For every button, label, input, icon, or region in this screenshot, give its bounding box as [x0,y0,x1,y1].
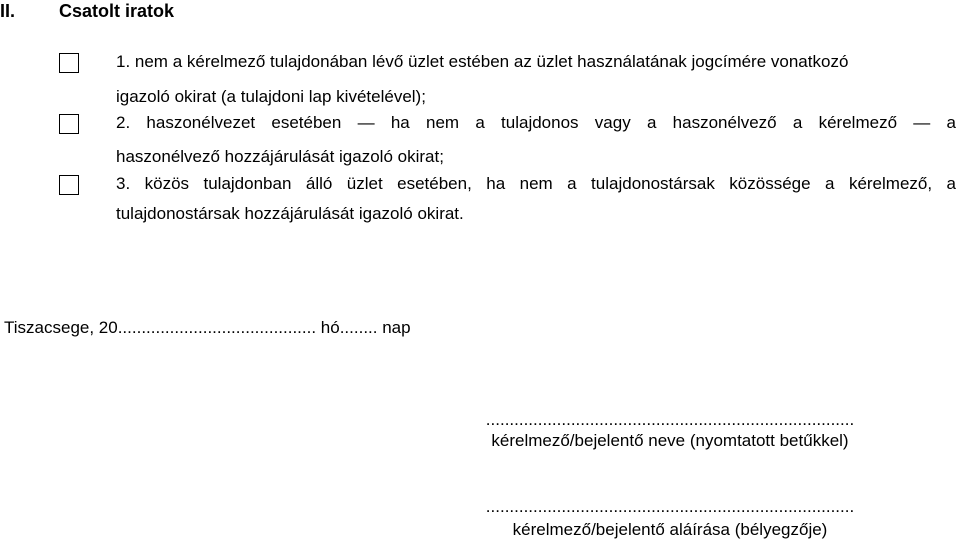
item-1-line-2: igazoló okirat (a tulajdoni lap kivételével); [116,87,426,106]
checkbox-item-2[interactable] [59,114,79,134]
signature-label: kérelmező/bejelentő aláírása (bélyegzője) [512,520,828,539]
name-label: kérelmező/bejelentő neve (nyomtatott betűkkel) [491,431,849,450]
checkbox-item-3[interactable] [59,175,79,195]
item-2-line-1: 2. haszonélvezet esetében — ha nem a tulajdonos vagy a haszonélvező a kérelmező — a [116,113,956,132]
item-1-line-1: 1. nem a kérelmező tulajdonában lévő üzlet estében az üzlet használatának jogcímére vonatkozó [116,52,849,71]
item-2-line-2: haszonélvező hozzájárulását igazoló okirat; [116,147,444,166]
date-line: Tiszacsege, 20.......................................... hó........ nap [4,318,411,337]
checkbox-item-1[interactable] [59,53,79,73]
name-dotted-line: .............................................................................. [485,410,855,429]
section-number: II. [0,1,16,21]
item-3-line-2: tulajdonostársak hozzájárulását igazoló okirat. [116,204,464,223]
signature-dotted-line: .............................................................................. [485,497,855,516]
item-3-line-1: 3. közös tulajdonban álló üzlet esetében, ha nem a tulajdonostársak közössége a kérelmező, a [116,174,956,193]
section-title: Csatolt iratok [59,1,175,21]
